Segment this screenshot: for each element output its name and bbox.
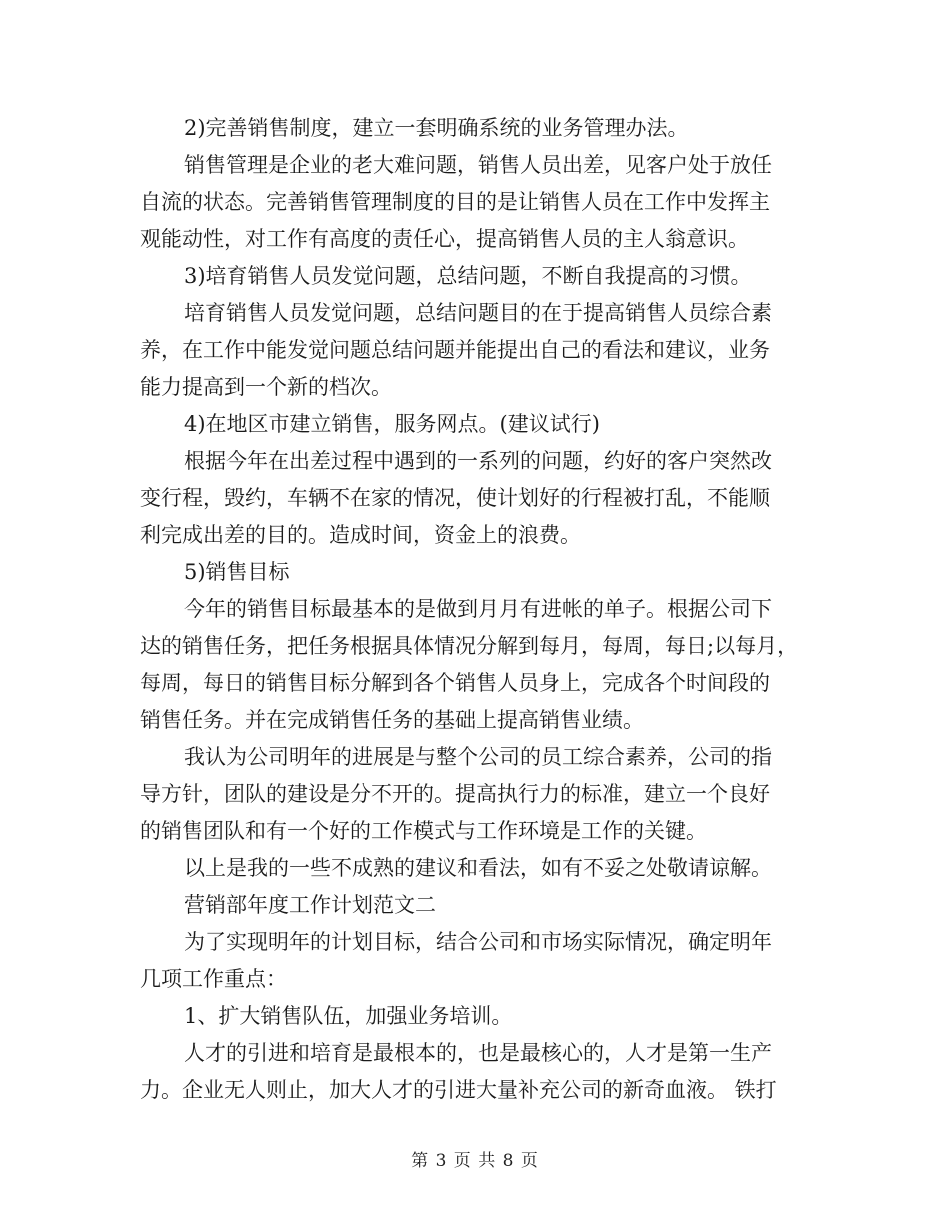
text-line: 自流的状态。完善销售管理制度的目的是让销售人员在工作中发挥主 <box>140 190 770 214</box>
text-line: 2)完善销售制度，建立一套明确系统的业务管理办法。 <box>184 116 689 140</box>
paragraph <box>140 443 812 554</box>
text-line: 导方针，团队的建设是分不开的。提高执行力的标准，建立一个良好 <box>140 782 770 806</box>
text-line: 销售任务。并在完成销售任务的基础上提高销售业绩。 <box>140 708 644 732</box>
text-line: 今年的销售目标最基本的是做到月月有进帐的单子。根据公司下 <box>184 597 772 621</box>
paragraph <box>140 554 812 591</box>
text-line: 4)在地区市建立销售，服务网点。(建议试行) <box>184 412 600 436</box>
text-line: 力。企业无人则止，加大人才的引进大量补充公司的新奇血液。 铁打 <box>140 1078 777 1102</box>
paragraph <box>140 998 812 1035</box>
text-line: 每周，每日的销售目标分解到各个销售人员身上，完成各个时间段的 <box>140 671 770 695</box>
text-line: 1、扩大销售队伍，加强业务培训。 <box>184 1004 513 1028</box>
text-line: 人才的引进和培育是最根本的，也是最核心的，人才是第一生产 <box>184 1041 772 1065</box>
text-line: 观能动性，对工作有高度的责任心，提高销售人员的主人翁意识。 <box>140 227 749 251</box>
text-line: 达的销售任务，把任务根据具体情况分解到每月，每周，每日;以每月， <box>140 634 799 658</box>
text-line: 培育销售人员发觉问题，总结问题目的在于提高销售人员综合素 <box>184 301 772 325</box>
paragraph <box>140 295 812 406</box>
paragraph <box>140 258 812 295</box>
text-line: 销售管理是企业的老大难问题，销售人员出差，见客户处于放任 <box>184 153 772 177</box>
text-line: 根据今年在出差过程中遇到的一系列的问题，约好的客户突然改 <box>184 449 772 473</box>
text-line: 我认为公司明年的进展是与整个公司的员工综合素养，公司的指 <box>184 745 772 769</box>
page-footer: 第 3 页 共 8 页 <box>411 1151 539 1171</box>
text-line: 养，在工作中能发觉问题总结问题并能提出自己的看法和建议，业务 <box>140 338 770 362</box>
text-line: 几项工作重点： <box>140 967 287 991</box>
text-line: 营销部年度工作计划范文二 <box>184 893 436 917</box>
paragraph <box>140 147 812 258</box>
text-line: 为了实现明年的计划目标，结合公司和市场实际情况，确定明年 <box>184 930 772 954</box>
text-line: 能力提高到一个新的档次。 <box>140 375 392 399</box>
text-line: 利完成出差的目的。造成时间，资金上的浪费。 <box>140 523 581 547</box>
text-line: 以上是我的一些不成熟的建议和看法，如有不妥之处敬请谅解。 <box>184 856 772 880</box>
paragraph <box>140 110 812 147</box>
paragraph <box>140 850 812 887</box>
paragraph <box>140 924 812 998</box>
text-line: 3)培育销售人员发觉问题，总结问题，不断自我提高的习惯。 <box>184 264 752 288</box>
text-line: 变行程，毁约，车辆不在家的情况，使计划好的行程被打乱，不能顺 <box>140 486 770 510</box>
paragraph <box>140 591 812 739</box>
text-line: 5)销售目标 <box>184 560 290 584</box>
paragraph <box>140 406 812 443</box>
paragraph <box>140 739 812 850</box>
paragraph <box>140 887 812 924</box>
text-line: 的销售团队和有一个好的工作模式与工作环境是工作的关键。 <box>140 819 707 843</box>
paragraph <box>140 1035 812 1109</box>
